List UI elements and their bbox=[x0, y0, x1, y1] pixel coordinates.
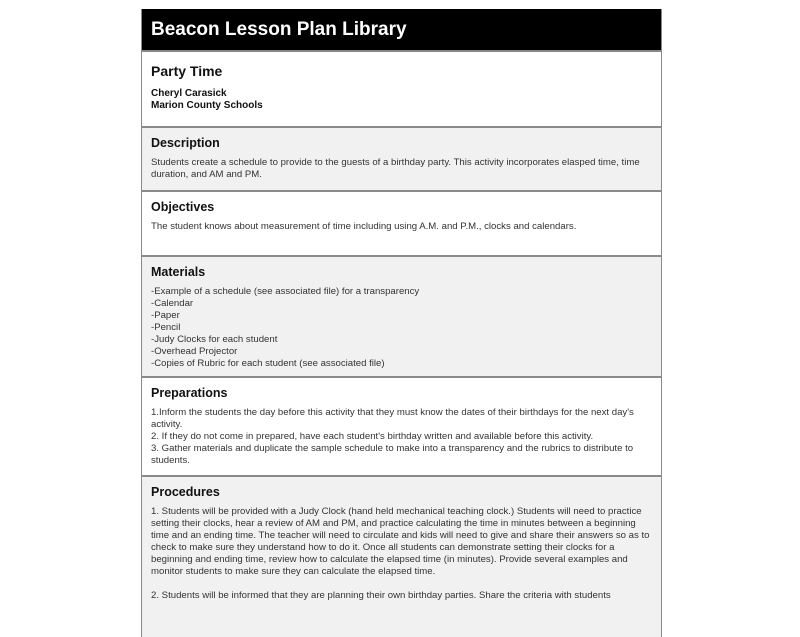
materials-list bbox=[151, 286, 652, 370]
procedures-paragraph: 2. Students will be informed that they are planning their own birthday parties. Share the criteria with students bbox=[151, 590, 611, 601]
materials-item: -Example of a schedule (see associated file) for a transparency bbox=[151, 286, 420, 297]
procedures-heading: Procedures bbox=[151, 485, 220, 499]
materials-item: -Pencil bbox=[151, 322, 181, 333]
procedures-text bbox=[151, 506, 652, 602]
preparations-item: 2. If they do not come in prepared, have each student's birthday written and available before this activity. bbox=[151, 431, 594, 442]
library-title: Beacon Lesson Plan Library bbox=[151, 18, 407, 40]
materials-item: -Calendar bbox=[151, 298, 194, 309]
procedures-section bbox=[142, 477, 661, 637]
lesson-title: Party Time bbox=[151, 63, 223, 79]
materials-heading: Materials bbox=[151, 265, 206, 279]
objectives-heading: Objectives bbox=[151, 200, 215, 214]
procedures-paragraph: 1. Students will be provided with a Judy Clock (hand held mechanical teaching clock.) Students will need to practice setting their clocks, hear a review of AM and PM, and practice calculating the time in minutes between a beginning time and an ending time. The teacher will need to circulate and kids will need to give and share their answers so as to check to make sure they understand how to do it. Once all students can demonstrate setting their clocks for a beginning and ending time, review how to calculate the elapsed time (in minutes). Provide several examples and monitor students to make sure they can calculate the elapsed time. bbox=[151, 506, 650, 577]
preparations-section bbox=[142, 378, 661, 477]
preparations-list bbox=[151, 407, 652, 467]
materials-item: -Paper bbox=[151, 310, 180, 321]
library-banner bbox=[142, 9, 661, 52]
lesson-organization: Marion County Schools bbox=[151, 100, 263, 111]
materials-item: -Overhead Projector bbox=[151, 346, 238, 357]
objectives-text: The student knows about measurement of time including using A.M. and P.M., clocks and calendars. bbox=[151, 221, 577, 232]
lesson-author: Cheryl Carasick bbox=[151, 88, 227, 99]
preparations-item: 3. Gather materials and duplicate the sample schedule to make into a transparency and the rubrics to distribute to students. bbox=[151, 443, 634, 466]
lesson-header-section bbox=[142, 52, 661, 128]
materials-section bbox=[142, 257, 661, 378]
description-section bbox=[142, 128, 661, 192]
description-heading: Description bbox=[151, 136, 220, 150]
description-text: Students create a schedule to provide to the guests of a birthday party. This activity incorporates elasped time, time duration, and AM and PM. bbox=[151, 157, 640, 180]
preparations-heading: Preparations bbox=[151, 386, 228, 400]
materials-item: -Copies of Rubric for each student (see associated file) bbox=[151, 358, 385, 369]
preparations-item: 1.Inform the students the day before this activity that they must know the dates of their birthdays for the next day's activity. bbox=[151, 407, 634, 430]
lesson-plan-page bbox=[141, 9, 662, 637]
materials-item: -Judy Clocks for each student bbox=[151, 334, 278, 345]
objectives-section bbox=[142, 192, 661, 257]
